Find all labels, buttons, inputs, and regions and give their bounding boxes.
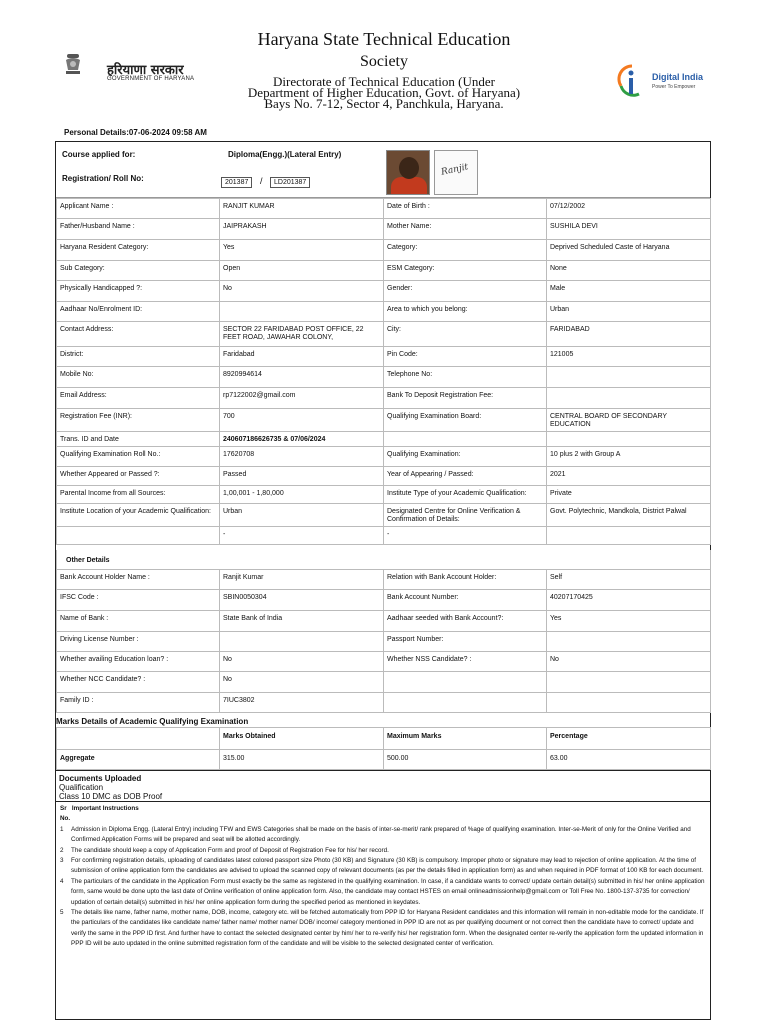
important-instructions (56, 804, 710, 950)
field-label: Whether availing Education loan? : (57, 651, 220, 671)
field-label: Gender: (384, 281, 547, 302)
field-value: FARIDABAD (547, 322, 711, 347)
field-value: 7IUC3802 (220, 692, 384, 712)
document-header (0, 0, 768, 125)
marks-header-blank (57, 728, 220, 750)
field-value (220, 302, 384, 322)
field-label: Mobile No: (57, 367, 220, 388)
field-value: JAIPRAKASH (220, 219, 384, 240)
field-label: Whether Appeared or Passed ?: (57, 467, 220, 486)
field-value: No (220, 281, 384, 302)
field-value (547, 367, 711, 388)
details-row (57, 302, 711, 322)
field-label (384, 692, 547, 712)
field-value: 10 plus 2 with Group A (547, 447, 711, 467)
field-value: State Bank of India (220, 610, 384, 631)
field-label (57, 527, 220, 545)
field-label: Sub Category: (57, 261, 220, 281)
documents-uploaded-section (56, 770, 710, 802)
other-row (57, 692, 711, 712)
field-label: Physically Handicapped ?: (57, 281, 220, 302)
other-row (57, 631, 711, 651)
marks-section-title: Marks Details of Academic Qualifying Examination (56, 717, 249, 726)
field-label (384, 432, 547, 447)
field-value: Urban (547, 302, 711, 322)
instructions-header (60, 804, 710, 814)
society-title-line1: Haryana State Technical Education (257, 29, 511, 49)
field-label: Father/Husband Name : (57, 219, 220, 240)
field-value (547, 671, 711, 692)
field-label: Aadhaar seeded with Bank Account?: (384, 610, 547, 631)
other-row (57, 610, 711, 631)
field-value: Private (547, 486, 711, 504)
applicant-signature (434, 150, 478, 195)
field-value: 2021 (547, 467, 711, 486)
address-line2: Department of Higher Education, Govt. of Haryana) (247, 85, 521, 100)
digital-india-logo-text: Digital India (652, 72, 704, 82)
field-label: ESM Category: (384, 261, 547, 281)
field-label: Qualifying Examination Roll No.: (57, 447, 220, 467)
details-row (57, 432, 711, 447)
personal-details-timestamp: Personal Details:07-06-2024 09:58 AM (64, 128, 207, 137)
marks-header-row (57, 728, 711, 750)
field-label: Aadhaar No/Enrolment ID: (57, 302, 220, 322)
haryana-emblem-icon (64, 52, 82, 76)
instruction-number: 3 (60, 857, 64, 865)
field-label: Date of Birth : (384, 199, 547, 219)
field-value: Deprived Scheduled Caste of Haryana (547, 240, 711, 261)
other-details-heading-row (57, 550, 711, 569)
field-value (547, 692, 711, 712)
field-value: 07/12/2002 (547, 199, 711, 219)
field-label: Qualifying Examination Board: (384, 409, 547, 432)
field-value (547, 631, 711, 651)
instruction-text: For confirming registration details, uploading of candidates latest colored passport size Photo (30 KB) and Signature (30 KB) is compulsory. Improper photo or signature may lead to rejection of online application. At the time of submission of online application form the candidates are advised to upload the scanned copy of relevant documents (as per the details filled in application form) as and when required in PDF format of 100 KB for each document. (71, 857, 704, 875)
field-label: Family ID : (57, 692, 220, 712)
details-row (57, 409, 711, 432)
field-label: Area to which you belong: (384, 302, 547, 322)
document-item: Class 10 DMC as DOB Proof (59, 792, 163, 801)
details-row (57, 388, 711, 409)
applicant-photo (386, 150, 430, 195)
field-value: Passed (220, 467, 384, 486)
sr-label: Sr (60, 805, 67, 812)
field-label: Telephone No: (384, 367, 547, 388)
field-value: Yes (547, 610, 711, 631)
field-label: Year of Appearing / Passed: (384, 467, 547, 486)
field-value: Open (220, 261, 384, 281)
field-label: District: (57, 347, 220, 367)
field-label: Haryana Resident Category: (57, 240, 220, 261)
field-value: Ranjit Kumar (220, 569, 384, 589)
field-value: Faridabad (220, 347, 384, 367)
applicant-details-table (56, 198, 711, 545)
other-row (57, 589, 711, 610)
field-value: 1,00,001 - 1,80,000 (220, 486, 384, 504)
field-value: No (220, 651, 384, 671)
field-label: Name of Bank : (57, 610, 220, 631)
course-label: Course applied for: (62, 150, 136, 159)
field-value: Male (547, 281, 711, 302)
other-row (57, 569, 711, 589)
other-row (57, 651, 711, 671)
field-value: 700 (220, 409, 384, 432)
instruction-number: 4 (60, 877, 64, 885)
instruction-list (60, 825, 710, 950)
field-label: IFSC Code : (57, 589, 220, 610)
instruction-number: 1 (60, 825, 64, 833)
society-address (200, 76, 568, 109)
field-label: Designated Centre for Online Verification & Confirmation of Details: (384, 504, 547, 527)
instruction-text: Admission in Diploma Engg. (Lateral Entry) including TFW and EWS Categories shall be made on the basis of inter-se-merit/ rank prepared of %age of qualifying examination. Inter-se-Merit of only for the Online Verified and Confirmed Application Forms will be prepared and seat will be allotted accordingly. (71, 825, 691, 844)
field-value: 121005 (547, 347, 711, 367)
details-row (57, 447, 711, 467)
field-value: Self (547, 569, 711, 589)
marks-obtained-value: 315.00 (220, 750, 384, 770)
field-label: Trans. ID and Date (57, 432, 220, 447)
instruction-text: The particulars of the candidate in the Application Form must exactly be the same as registered in the qualifying examination. In case, if a candidate wants to correct/ update certain detail(s) submitted in his/ her online application form, same would be done upto the last date of Online verification of online application form. Also, the candidate may contact HSTES on email onlineadmissionhelp@gmail.com or Toll Free No. 1800-137-3735 for correction/ updation of certain detail(s) submitted in his/ her online application form during the specified period as mentioned in keydates. (71, 877, 705, 906)
field-value: Yes (220, 240, 384, 261)
field-label: Category: (384, 240, 547, 261)
details-row (57, 467, 711, 486)
field-label: Mother Name: (384, 219, 547, 240)
field-label: Qualifying Examination: (384, 447, 547, 467)
field-label: Institute Location of your Academic Qualification: (57, 504, 220, 527)
details-row (57, 261, 711, 281)
field-label: Contact Address: (57, 322, 220, 347)
field-value: 8920994614 (220, 367, 384, 388)
field-label: - (384, 527, 547, 545)
field-value: CENTRAL BOARD OF SECONDARY EDUCATION (547, 409, 711, 432)
details-row (57, 367, 711, 388)
field-value (547, 527, 711, 545)
field-value: Urban (220, 504, 384, 527)
field-label: Institute Type of your Academic Qualification: (384, 486, 547, 504)
field-value (547, 388, 711, 409)
field-value: 17620708 (220, 447, 384, 467)
field-label: Bank Account Holder Name : (57, 569, 220, 589)
marks-aggregate-row (57, 750, 711, 770)
instructions-title: Important Instructions (71, 805, 139, 812)
field-label: City: (384, 322, 547, 347)
details-row (57, 219, 711, 240)
instruction-item (60, 856, 710, 877)
documents-title: Documents Uploaded (59, 774, 142, 783)
field-label: Email Address: (57, 388, 220, 409)
marks-maximum-value: 500.00 (384, 750, 547, 770)
field-label: Bank To Deposit Registration Fee: (384, 388, 547, 409)
course-value: Diploma(Engg.)(Lateral Entry) (228, 150, 342, 159)
field-value: SECTOR 22 FARIDABAD POST OFFICE, 22 FEET ROAD, JAWAHAR COLONY, (220, 322, 384, 347)
no-label: No. (60, 815, 71, 823)
field-label: Registration Fee (INR): (57, 409, 220, 432)
field-label: Relation with Bank Account Holder: (384, 569, 547, 589)
field-value: SUSHILA DEVI (547, 219, 711, 240)
field-value: No (547, 651, 711, 671)
details-row (57, 486, 711, 504)
marks-header-percentage: Percentage (547, 728, 711, 750)
field-value: - (220, 527, 384, 545)
government-english-logo-text: GOVERNMENT OF HARYANA (107, 76, 195, 82)
roll-number: LD201387 (270, 177, 310, 188)
instruction-item (60, 877, 710, 908)
field-label: Driving License Number : (57, 631, 220, 651)
field-label: Whether NCC Candidate? : (57, 671, 220, 692)
field-value: SBIN0050304 (220, 589, 384, 610)
government-hindi-logo-text: हरियाणा सरकार (107, 63, 184, 78)
society-title-line2: Society (360, 53, 408, 70)
field-label: Applicant Name : (57, 199, 220, 219)
document-item: Qualification (59, 783, 104, 792)
address-line3: Bays No. 7-12, Sector 4, Panchkula, Haryana. (264, 96, 504, 111)
details-row (57, 527, 711, 545)
field-label (384, 671, 547, 692)
field-value: None (547, 261, 711, 281)
instruction-item (60, 825, 710, 846)
instruction-item (60, 846, 710, 856)
field-label: Pin Code: (384, 347, 547, 367)
field-label: Whether NSS Candidate? : (384, 651, 547, 671)
course-section (56, 142, 710, 198)
instruction-item (60, 908, 710, 950)
details-row (57, 347, 711, 367)
marks-header-maximum: Maximum Marks (384, 728, 547, 750)
field-value: rp7122002@gmail.com (220, 388, 384, 409)
registration-separator: / (260, 176, 263, 186)
digital-india-logo-icon (617, 62, 647, 102)
details-row (57, 199, 711, 219)
other-row (57, 671, 711, 692)
marks-header-obtained: Marks Obtained (220, 728, 384, 750)
field-label: Parental Income from all Sources: (57, 486, 220, 504)
field-value: RANJIT KUMAR (220, 199, 384, 219)
marks-percentage-value: 63.00 (547, 750, 711, 770)
field-value: No (220, 671, 384, 692)
digital-india-tagline: Power To Empower (652, 84, 696, 90)
other-details-heading: Other Details (66, 557, 110, 564)
instruction-number: 5 (60, 909, 64, 917)
details-row (57, 281, 711, 302)
field-value: 40207170425 (547, 589, 711, 610)
marks-aggregate-label: Aggregate (57, 750, 220, 770)
address-line1: Directorate of Technical Education (Under (273, 74, 495, 89)
instruction-text: The candidate should keep a copy of Application Form and proof of Deposit of Registration Fee for his/ her record. (71, 846, 389, 854)
details-row (57, 322, 711, 347)
field-value: Govt. Polytechnic, Mandkola, District Palwal (547, 504, 711, 527)
field-value (220, 631, 384, 651)
field-label: Passport Number: (384, 631, 547, 651)
registration-label: Registration/ Roll No: (62, 174, 144, 183)
details-row (57, 240, 711, 261)
instruction-number: 2 (60, 846, 64, 854)
field-value: 240607186626735 & 07/06/2024 (220, 432, 384, 447)
field-value (547, 432, 711, 447)
registration-number: 201387 (221, 177, 252, 188)
details-row (57, 504, 711, 527)
instruction-text: The details like name, father name, mother name, DOB, income, category etc. will be fetched automatically from PPP ID for Haryana Resident candidates and this information will remain in non-editable mode for the candidate. If the particulars of the candidates like candidate name/ father name/ mother name/ DOB/ income/ category mentioned in PPP ID are not as per qualifying document or not correct then the candidate have to correct/ update and verify the same in the PPP ID first. And further have to contact the selected designated center by him/ her to re-verify his/ her registration form. When the designated center re-verify the application form the updated information in PPP ID will be auto updated in the online submitted registration form of the candidate and will be visible to the selected designated center of verification. (71, 909, 704, 948)
other-details-table (56, 550, 711, 713)
marks-table (56, 727, 711, 770)
signature-scribble: Ranjit (440, 162, 470, 178)
field-label: Bank Account Number: (384, 589, 547, 610)
